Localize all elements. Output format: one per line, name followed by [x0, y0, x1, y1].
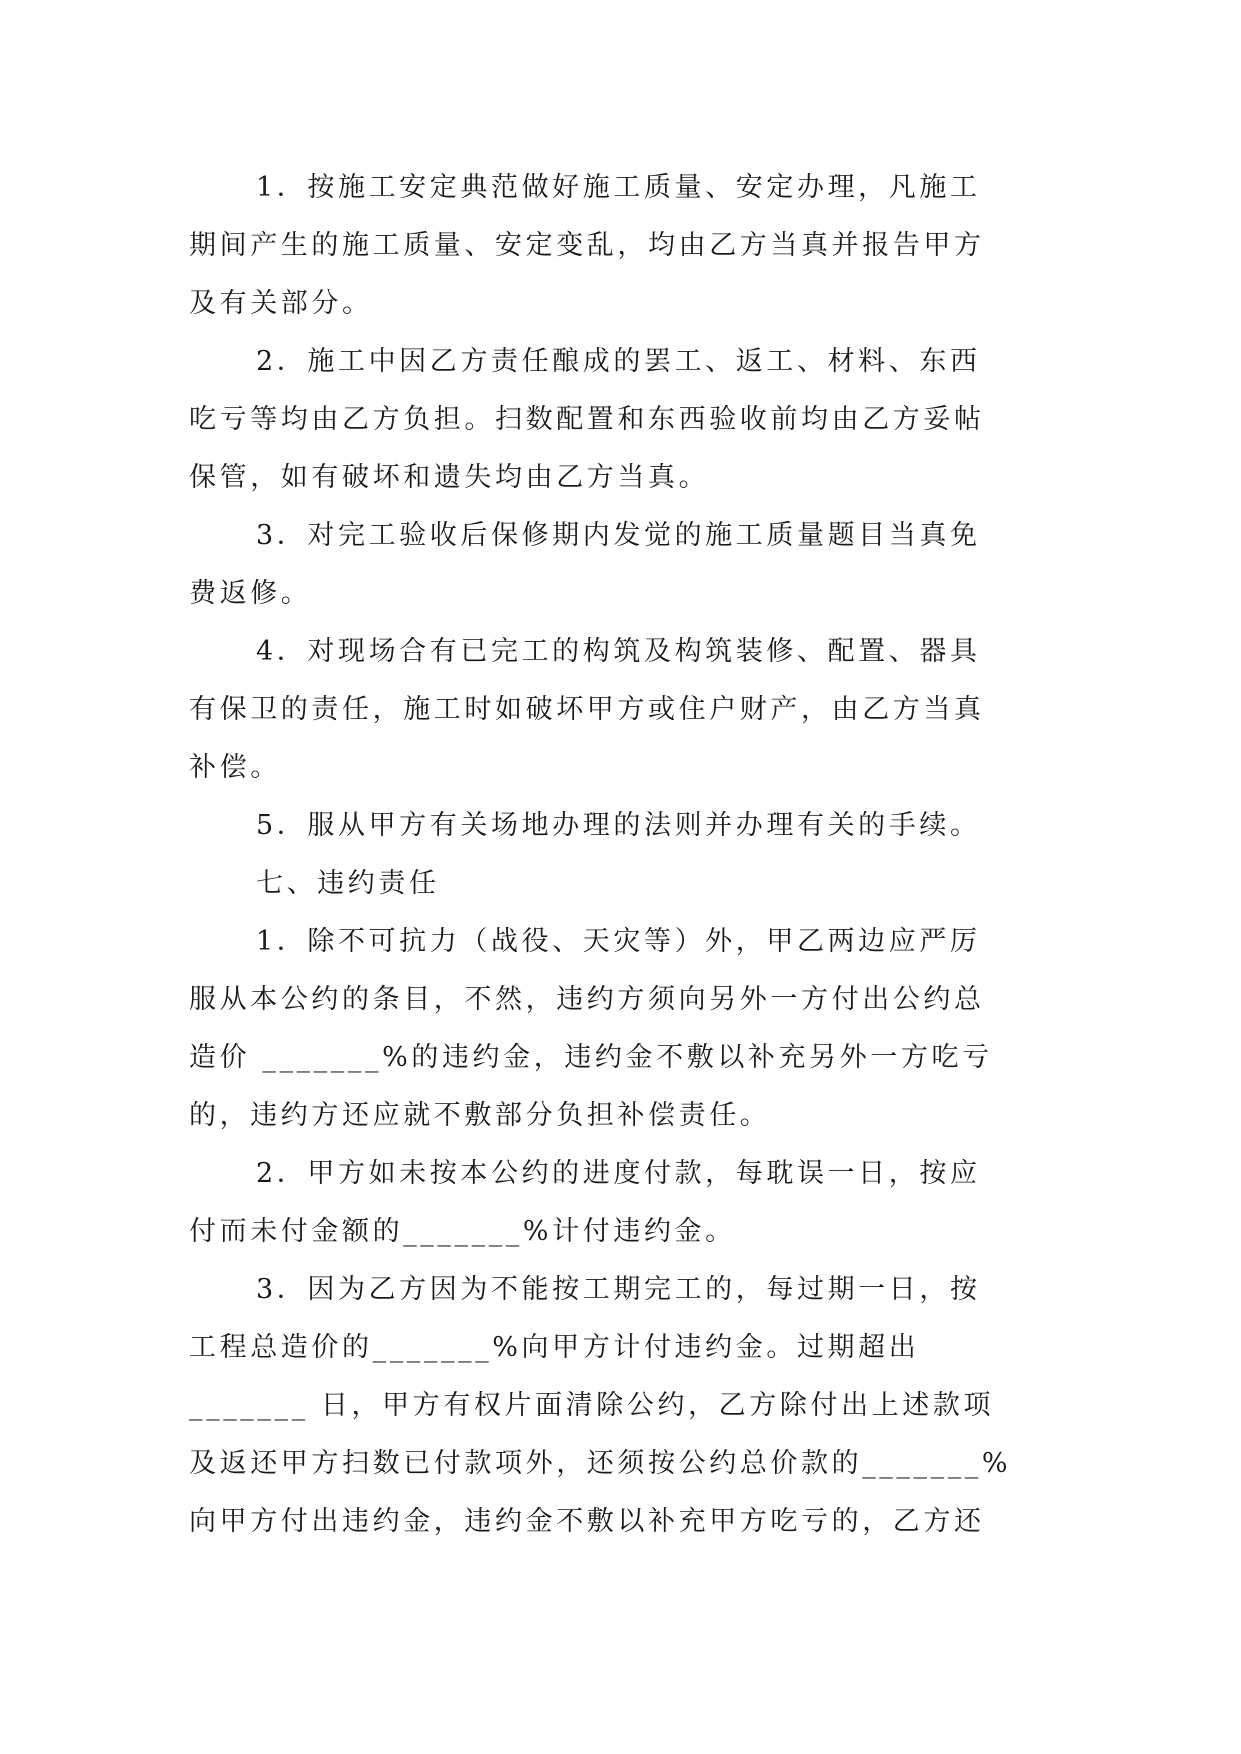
text-line: 3．对完工验收后保修期内发觉的施工质量题目当真免: [256, 520, 981, 551]
text-line: 4．对现场合有已完工的构筑及构筑装修、配置、器具: [256, 636, 981, 667]
text-line: 3．因为乙方因为不能按工期完工的，每过期一日，按: [256, 1274, 981, 1305]
text-line: 费返修。: [189, 578, 312, 609]
text-line: 1．除不可抗力（战役、天灾等）外，甲乙两边应严厉: [256, 926, 981, 957]
text-line: 及返还甲方扫数已付款项外，还须按公约总价款的_______%: [189, 1448, 1012, 1479]
text-line: 付而未付金额的_______%计付违约金。: [189, 1216, 736, 1247]
text-line: 2．施工中因乙方责任酿成的罢工、返工、材料、东西: [256, 346, 981, 377]
text-line: 吃亏等均由乙方负担。扫数配置和东西验收前均由乙方妥帖: [189, 404, 985, 435]
text-line: 期间产生的施工质量、安定变乱，均由乙方当真并报告甲方: [189, 230, 985, 261]
text-line: 向甲方付出违约金，违约金不敷以补充甲方吃亏的，乙方还: [189, 1506, 985, 1537]
text-line: 有保卫的责任，施工时如破坏甲方或住户财产，由乙方当真: [189, 694, 985, 725]
text-line: 5．服从甲方有关场地办理的法则并办理有关的手续。: [256, 810, 981, 841]
text-line: 补偿。: [189, 752, 281, 783]
text-line: 的，违约方还应就不敷部分负担补偿责任。: [189, 1100, 771, 1131]
text-line: 及有关部分。: [189, 288, 373, 319]
section-heading: 七、违约责任: [256, 868, 440, 899]
text-line: 1．按施工安定典范做好施工质量、安定办理，凡施工: [256, 172, 981, 203]
text-line: 保管，如有破坏和遗失均由乙方当真。: [189, 462, 710, 493]
text-line: _______ 日，甲方有权片面清除公约，乙方除付出上述款项: [189, 1390, 995, 1421]
text-line: 工程总造价的_______%向甲方计付违约金。过期超出: [189, 1332, 920, 1363]
text-line: 服从本公约的条目，不然，违约方须向另外一方付出公约总: [189, 984, 985, 1015]
text-line: 2．甲方如未按本公约的进度付款，每耽误一日，按应: [256, 1158, 981, 1189]
text-line: 造价 _______%的违约金，违约金不敷以补充另外一方吃亏: [189, 1042, 993, 1073]
